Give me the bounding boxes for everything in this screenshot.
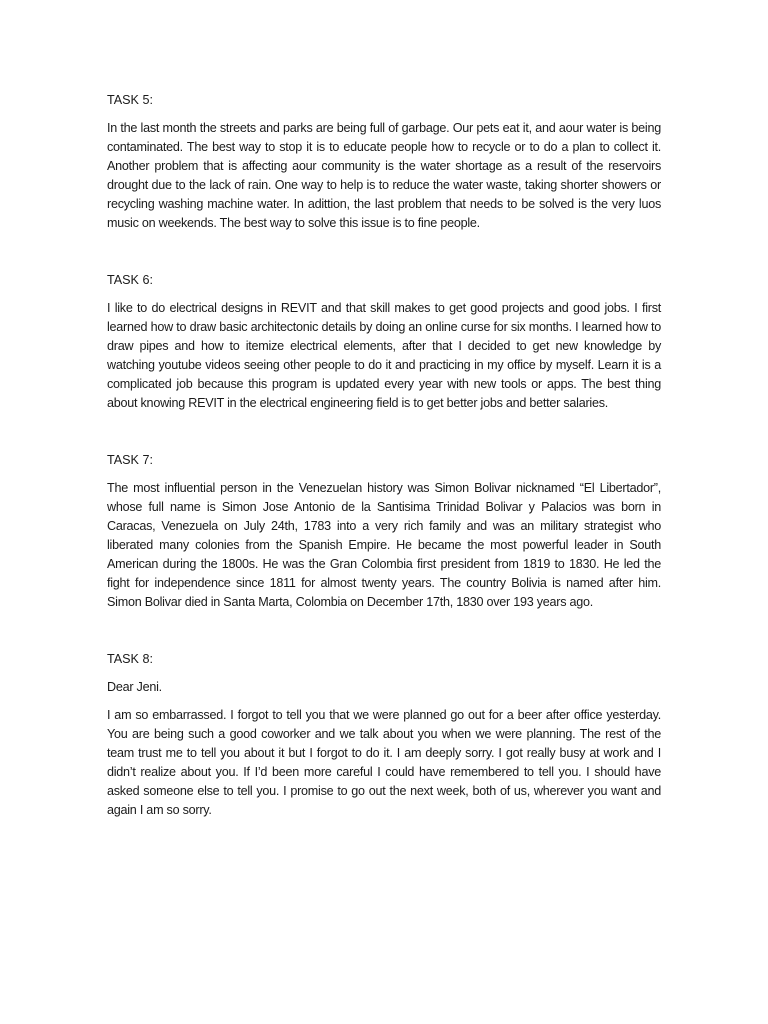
task-8-section [107,650,661,820]
document-body [107,91,661,820]
task-5-paragraph: In the last month the streets and parks are being full of garbage. Our pets eat it, and aour water is being contaminated. The best way to stop it is to educate people how to recycle or to do a plan to collect it. Another problem that is affecting aour community is the water shortage as a result of the reservoirs drought due to the lack of rain. One way to help is to reduce the water waste, taking shorter showers or recycling washing machine water. In adittion, the last problem that needs to be solved is the very luos music on weekends. The best way to solve this issue is to fine people. [107,121,661,230]
task-7-section [107,451,661,612]
task-6-paragraph: I like to do electrical designs in REVIT and that skill makes to get good projects and good jobs. I first learned how to draw basic architectonic details by doing an online curse for six months. I learned how to draw pipes and how to itemize electrical elements, after that I decided to get new knowledge by watching youtube videos seeing other people to do it and practicing in my office by myself. Learn it is a complicated job because this program is updated every year with new tools or apps. The best thing about knowing REVIT in the electrical engineering field is to get better jobs and better salaries. [107,301,661,410]
task-5-section [107,91,661,233]
task-7-paragraph: The most influential person in the Venezuelan history was Simon Bolivar nicknamed “El Libertador”, whose full name is Simon Jose Antonio de la Santisima Trinidad Bolivar y Palacios was born in Caracas, Venezuela on July 24th, 1783 into a very rich family and was an military strategist who liberated many colonies from the Spanish Empire. He became the most powerful leader in South American during the 1800s. He was the Gran Colombia first president from 1819 to 1830. He led the fight for independence since 1811 for almost twenty years. The country Bolivia is named after him. Simon Bolivar died in Santa Marta, Colombia on December 17th, 1830 over 193 years ago. [107,481,661,609]
letter-greeting: Dear Jeni. [107,680,162,694]
task-5-heading: TASK 5: [107,93,153,107]
letter-body: I am so embarrassed. I forgot to tell you that we were planned go out for a beer after office yesterday. You are being such a good coworker and we talk about you when we were planning. The rest of the team trust me to tell you about it but I forgot to do it. I am deeply sorry. I got really busy at work and I didn’t realize about you. If I’d been more careful I could have remembered to tell you. I should have asked someone else to tell you. I promise to go out the next week, both of us, wherever you want and again I am so sorry. [107,708,661,817]
task-6-section [107,271,661,413]
task-7-heading: TASK 7: [107,453,153,467]
task-6-heading: TASK 6: [107,273,153,287]
task-8-heading: TASK 8: [107,652,153,666]
